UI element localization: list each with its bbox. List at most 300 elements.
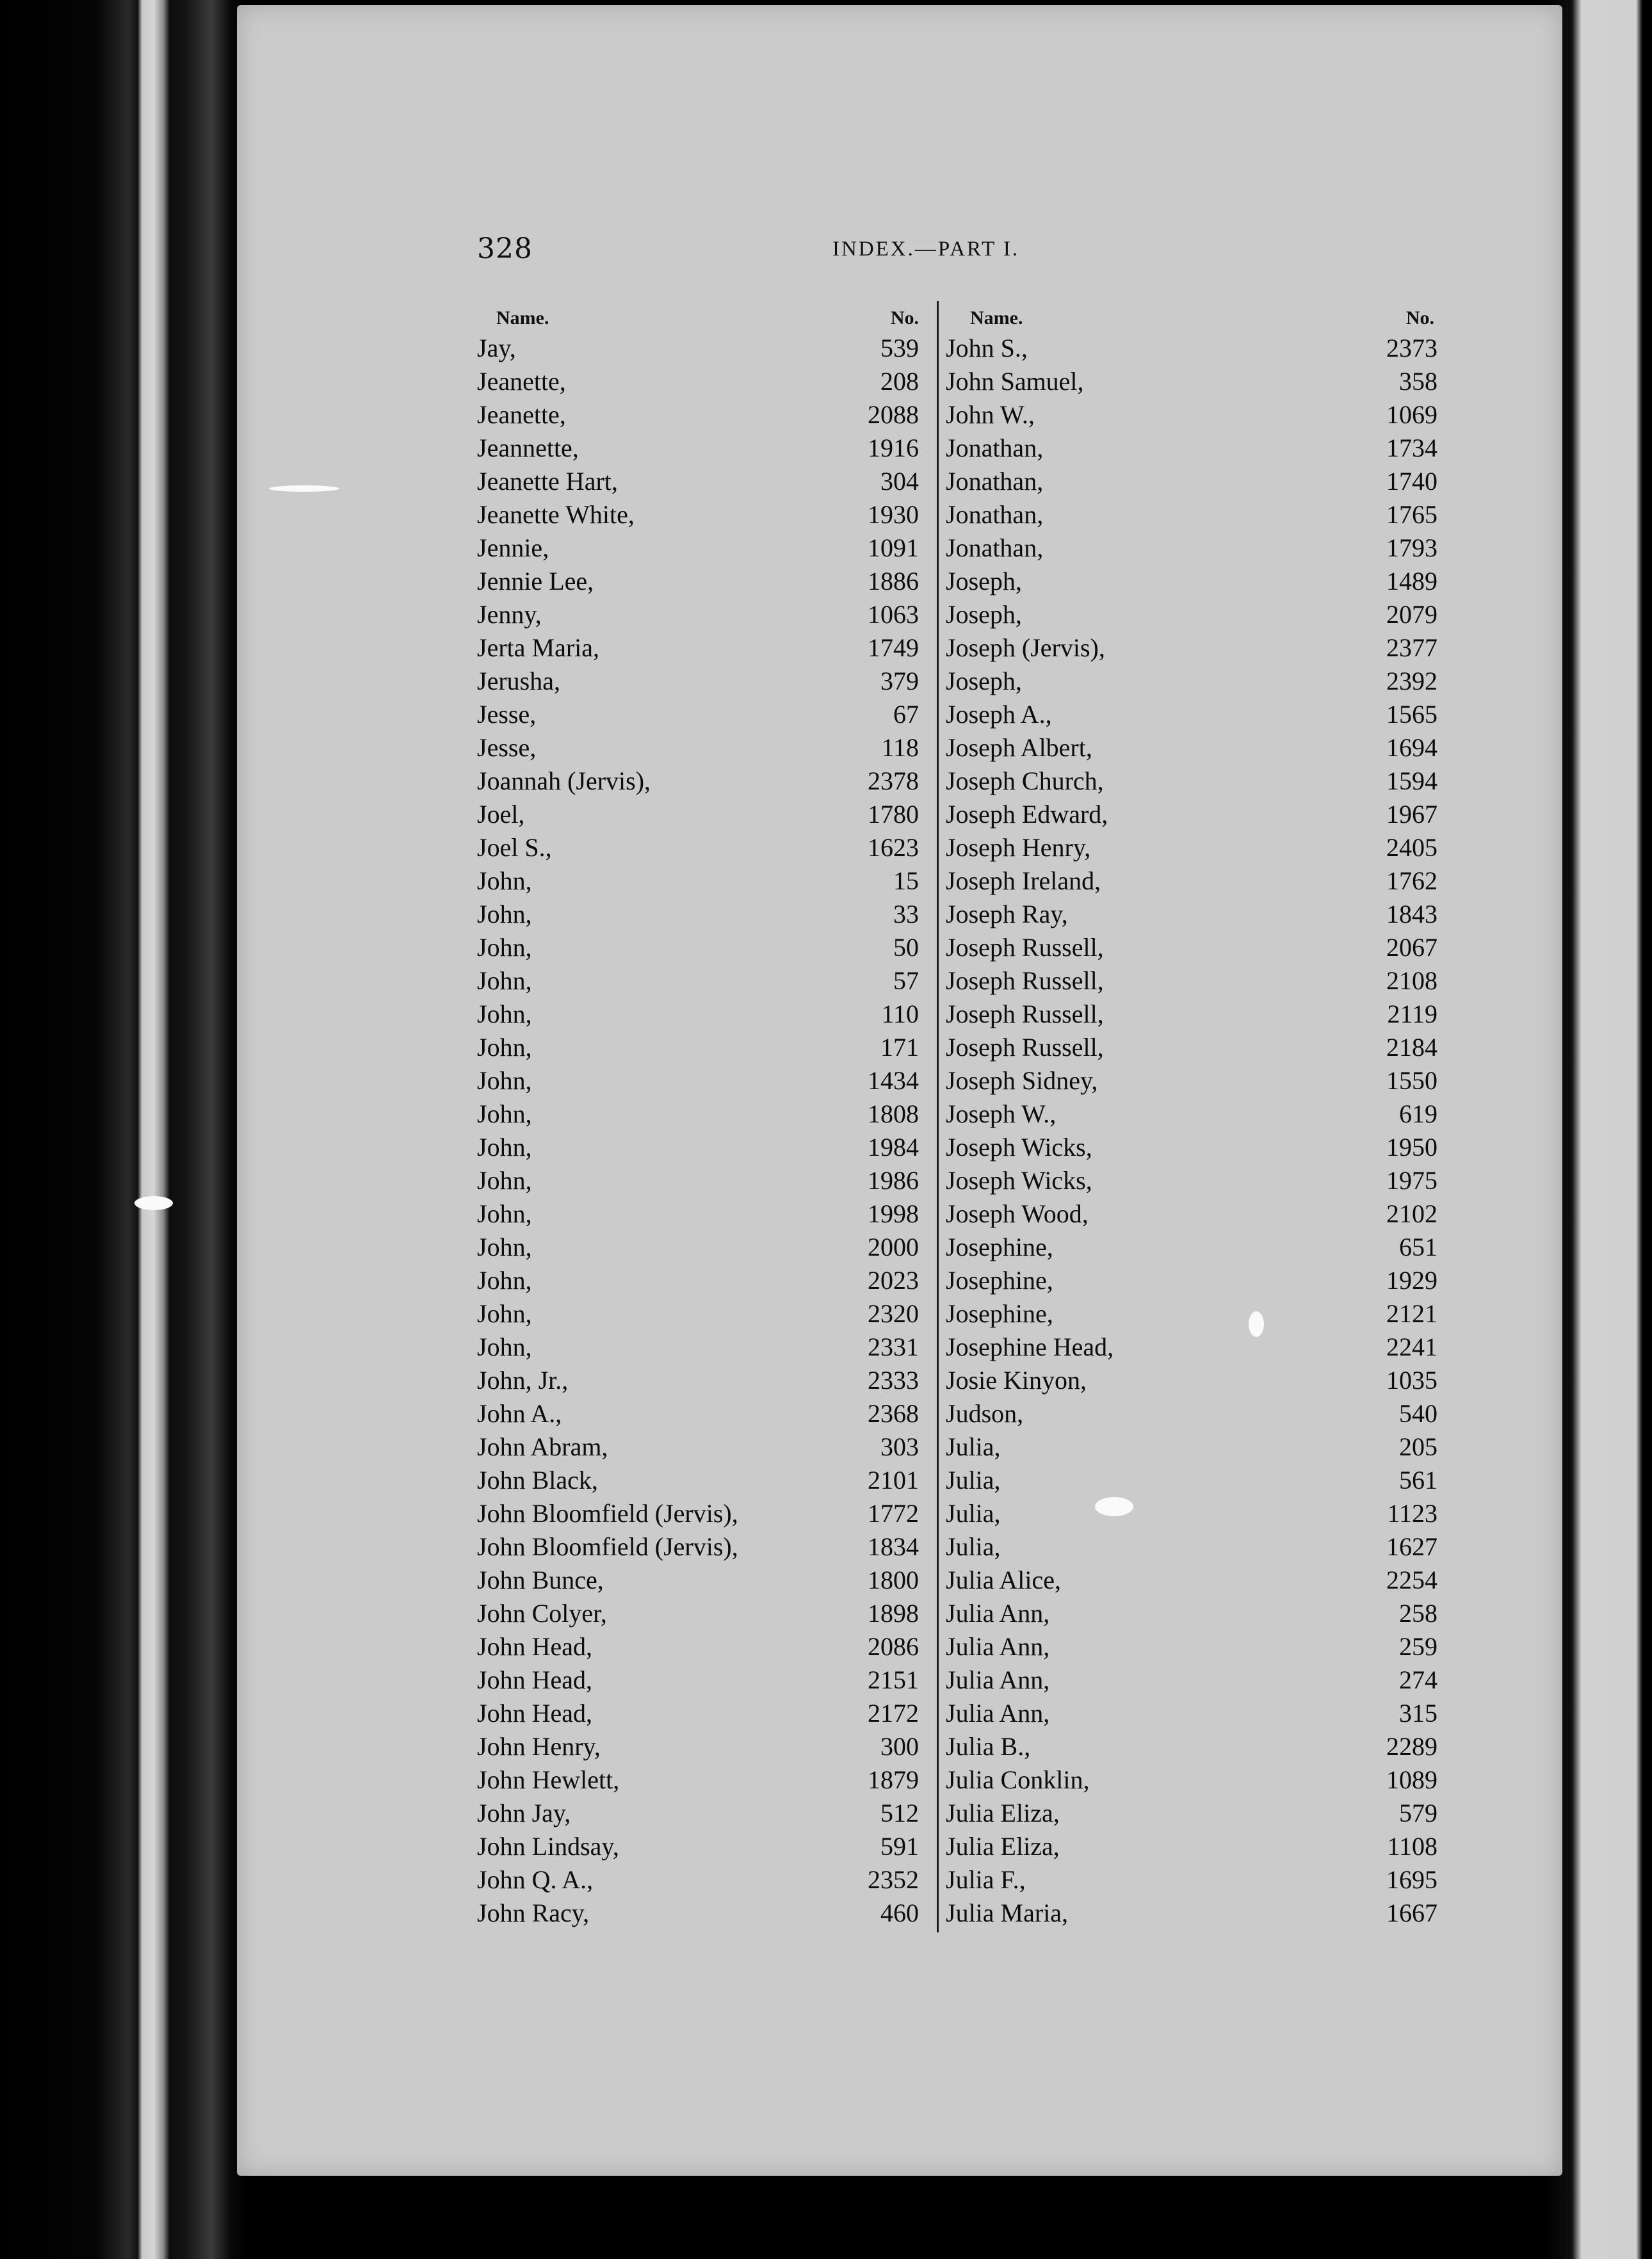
index-entry [944, 1031, 1437, 1064]
entry-number: 1975 [1386, 1166, 1437, 1195]
index-entry [944, 1863, 1437, 1897]
entry-name: Julia, [946, 1432, 1001, 1461]
entry-number: 2333 [868, 1366, 919, 1395]
entry-name: Joseph, [946, 600, 1022, 629]
index-entry [944, 1664, 1437, 1697]
entry-number: 67 [893, 700, 919, 729]
entry-number: 1489 [1386, 567, 1437, 595]
index-entry [944, 665, 1437, 698]
entry-name: Julia Maria, [946, 1899, 1069, 1927]
number-column-label: No. [890, 307, 919, 328]
name-column-label: Name. [970, 307, 1023, 328]
entry-number: 1998 [868, 1199, 919, 1228]
column-header [477, 298, 925, 332]
entry-number: 258 [1399, 1599, 1437, 1628]
index-entry [944, 1231, 1437, 1264]
entry-name: Julia Ann, [946, 1632, 1050, 1661]
index-entry [944, 964, 1437, 998]
entry-name: John Black, [477, 1466, 598, 1494]
page-header [237, 232, 1562, 271]
entry-number: 1695 [1386, 1865, 1437, 1894]
entry-name: John Head, [477, 1699, 592, 1728]
entry-name: Jesse, [477, 733, 537, 762]
entry-name: Julia, [946, 1532, 1001, 1561]
entry-name: Joseph Wicks, [946, 1133, 1092, 1162]
entry-number: 118 [881, 733, 919, 762]
entry-name: Julia Ann, [946, 1599, 1050, 1628]
entry-name: Joseph W., [946, 1099, 1057, 1128]
entry-number: 2254 [1386, 1566, 1437, 1594]
entry-name: Joseph Russell, [946, 1033, 1104, 1062]
entry-number: 2320 [868, 1299, 919, 1328]
index-entry [477, 1564, 925, 1597]
entry-name: Joseph, [946, 567, 1022, 595]
entry-name: Jesse, [477, 700, 537, 729]
index-entry [477, 1197, 925, 1231]
index-entry [477, 864, 925, 898]
index-entry [477, 1097, 925, 1131]
entry-name: John Racy, [477, 1899, 590, 1927]
paper-speck [269, 485, 339, 492]
entry-number: 1035 [1386, 1366, 1437, 1395]
index-entry [477, 365, 925, 398]
entry-number: 259 [1399, 1632, 1437, 1661]
entry-number: 579 [1399, 1799, 1437, 1827]
index-entry [944, 465, 1437, 498]
index-entry [944, 1430, 1437, 1464]
entry-name: Jonathan, [946, 433, 1044, 462]
index-entry [944, 1397, 1437, 1430]
entry-number: 1780 [868, 800, 919, 829]
entry-name: John Lindsay, [477, 1832, 619, 1861]
index-entry [944, 631, 1437, 665]
entry-name: Jonathan, [946, 500, 1044, 529]
index-entry [477, 1797, 925, 1830]
entry-name: John, Jr., [477, 1366, 569, 1395]
entry-name: John, [477, 1099, 532, 1128]
entry-number: 1843 [1386, 900, 1437, 928]
entry-name: Joel S., [477, 833, 552, 862]
index-entry [477, 498, 925, 531]
entry-name: Jay, [477, 334, 516, 362]
entry-number: 1916 [868, 433, 919, 462]
entry-name: John, [477, 966, 532, 995]
entry-number: 1886 [868, 567, 919, 595]
entry-number: 1550 [1386, 1066, 1437, 1095]
entry-name: Jonathan, [946, 467, 1044, 496]
entry-number: 2151 [868, 1665, 919, 1694]
entry-number: 57 [893, 966, 919, 995]
entry-number: 2088 [868, 400, 919, 429]
entry-name: John, [477, 866, 532, 895]
index-entry [944, 898, 1437, 931]
index-entry [944, 432, 1437, 465]
entry-number: 1808 [868, 1099, 919, 1128]
entry-name: Josie Kinyon, [946, 1366, 1087, 1395]
entry-number: 2079 [1386, 600, 1437, 629]
entry-number: 1740 [1386, 467, 1437, 496]
index-entry [944, 1364, 1437, 1397]
index-entry [477, 1664, 925, 1697]
entry-number: 1091 [868, 533, 919, 562]
index-entry [944, 1897, 1437, 1930]
entry-name: John, [477, 1266, 532, 1295]
entry-number: 539 [880, 334, 919, 362]
left-entry-list [477, 332, 925, 1930]
index-entry [944, 498, 1437, 531]
index-entry [477, 1164, 925, 1197]
entry-number: 15 [893, 866, 919, 895]
index-entry [944, 1530, 1437, 1564]
index-entry [944, 1097, 1437, 1131]
number-column-label: No. [1405, 307, 1434, 328]
entry-name: John Abram, [477, 1432, 608, 1461]
entry-name: Jeanette Hart, [477, 467, 618, 496]
entry-name: Joseph Albert, [946, 733, 1092, 762]
entry-name: John, [477, 933, 532, 962]
entry-name: Joseph Ray, [946, 900, 1068, 928]
entry-number: 1930 [868, 500, 919, 529]
entry-number: 1565 [1386, 700, 1437, 729]
index-column-right [944, 298, 1437, 1930]
index-entry [477, 1464, 925, 1497]
index-entry [944, 698, 1437, 731]
entry-name: Jennie Lee, [477, 567, 594, 595]
entry-number: 2108 [1386, 966, 1437, 995]
index-entry [944, 565, 1437, 598]
entry-number: 2086 [868, 1632, 919, 1661]
index-entry [477, 465, 925, 498]
entry-name: John Bloomfield (Jervis), [477, 1499, 738, 1528]
entry-number: 2121 [1386, 1299, 1437, 1328]
entry-number: 1623 [868, 833, 919, 862]
entry-name: Joseph, [946, 667, 1022, 695]
entry-name: Judson, [946, 1399, 1024, 1428]
entry-name: John, [477, 1066, 532, 1095]
entry-number: 304 [880, 467, 919, 496]
index-entry [944, 864, 1437, 898]
index-entry [477, 665, 925, 698]
entry-name: Julia Conklin, [946, 1765, 1090, 1794]
index-entry [944, 765, 1437, 798]
entry-name: Julia Eliza, [946, 1832, 1060, 1861]
index-entry [477, 765, 925, 798]
entry-number: 315 [1399, 1699, 1437, 1728]
index-entry [477, 1031, 925, 1064]
entry-number: 1898 [868, 1599, 919, 1628]
entry-name: Joseph (Jervis), [946, 633, 1105, 662]
index-entry [944, 1597, 1437, 1630]
index-entry [477, 1897, 925, 1930]
entry-number: 1793 [1386, 533, 1437, 562]
entry-number: 1950 [1386, 1133, 1437, 1162]
index-entry [477, 1697, 925, 1730]
index-entry [477, 432, 925, 465]
entry-number: 1967 [1386, 800, 1437, 829]
right-entry-list [944, 332, 1437, 1930]
index-entry [477, 998, 925, 1031]
entry-number: 1929 [1386, 1266, 1437, 1295]
entry-number: 2331 [868, 1332, 919, 1361]
entry-number: 1834 [868, 1532, 919, 1561]
index-entry [477, 1497, 925, 1530]
index-entry [477, 1430, 925, 1464]
entry-name: Julia Ann, [946, 1699, 1050, 1728]
entry-number: 1089 [1386, 1765, 1437, 1794]
running-head: INDEX.—PART I. [832, 238, 1020, 261]
entry-name: John Samuel, [946, 367, 1084, 396]
entry-name: John Bunce, [477, 1566, 604, 1594]
entry-number: 1772 [868, 1499, 919, 1528]
index-entry [477, 1597, 925, 1630]
entry-number: 1434 [868, 1066, 919, 1095]
index-entry [477, 1131, 925, 1164]
entry-name: Jeannette, [477, 433, 579, 462]
paper-speck [1095, 1497, 1133, 1516]
entry-name: Joseph Wood, [946, 1199, 1089, 1228]
entry-name: Jennie, [477, 533, 549, 562]
page-number: 328 [477, 232, 533, 265]
entry-number: 591 [880, 1832, 919, 1861]
entry-name: Jerta Maria, [477, 633, 600, 662]
index-entry [944, 531, 1437, 565]
entry-name: John W., [946, 400, 1035, 429]
entry-number: 379 [880, 667, 919, 695]
entry-number: 1694 [1386, 733, 1437, 762]
index-entry [944, 731, 1437, 765]
column-header [944, 298, 1434, 332]
entry-name: John, [477, 1133, 532, 1162]
entry-name: Joel, [477, 800, 525, 829]
entry-number: 2405 [1386, 833, 1437, 862]
entry-number: 1734 [1386, 433, 1437, 462]
index-entry [477, 598, 925, 631]
entry-name: John Henry, [477, 1732, 601, 1761]
entry-name: John, [477, 900, 532, 928]
entry-name: John Q. A., [477, 1865, 594, 1894]
index-entry [944, 1763, 1437, 1797]
entry-name: Joseph Edward, [946, 800, 1108, 829]
entry-name: John Bloomfield (Jervis), [477, 1532, 738, 1561]
entry-number: 619 [1399, 1099, 1437, 1128]
entry-name: Julia, [946, 1499, 1001, 1528]
index-entry [477, 1297, 925, 1331]
index-entry [944, 931, 1437, 964]
entry-number: 2101 [868, 1466, 919, 1494]
index-entry [477, 898, 925, 931]
entry-name: John A., [477, 1399, 562, 1428]
entry-number: 651 [1399, 1233, 1437, 1261]
entry-number: 2102 [1386, 1199, 1437, 1228]
entry-number: 2023 [868, 1266, 919, 1295]
entry-name: Jeanette, [477, 367, 566, 396]
entry-number: 1879 [868, 1765, 919, 1794]
column-divider [937, 301, 939, 1932]
entry-number: 2377 [1386, 633, 1437, 662]
entry-name: Joseph Sidney, [946, 1066, 1098, 1095]
index-entry [944, 598, 1437, 631]
index-entry [477, 798, 925, 831]
entry-name: Jeanette, [477, 400, 566, 429]
index-entry [944, 1697, 1437, 1730]
entry-name: Jeanette White, [477, 500, 635, 529]
index-page [237, 5, 1562, 2176]
paper-speck [1249, 1311, 1264, 1337]
entry-number: 1108 [1387, 1832, 1437, 1861]
entry-name: Julia B., [946, 1732, 1031, 1761]
index-entry [944, 1830, 1437, 1863]
entry-number: 2119 [1387, 1000, 1437, 1028]
entry-name: John, [477, 1000, 532, 1028]
book-spine-edge [0, 0, 243, 2259]
entry-name: Joseph Henry, [946, 833, 1091, 862]
entry-name: Josephine, [946, 1299, 1053, 1328]
entry-number: 303 [880, 1432, 919, 1461]
entry-name: Jenny, [477, 600, 542, 629]
index-entry [944, 1331, 1437, 1364]
entry-number: 2392 [1386, 667, 1437, 695]
entry-name: Joseph A., [946, 700, 1052, 729]
entry-number: 2241 [1386, 1332, 1437, 1361]
entry-number: 274 [1399, 1665, 1437, 1694]
index-entry [477, 1763, 925, 1797]
entry-name: John, [477, 1199, 532, 1228]
index-entry [944, 1730, 1437, 1763]
index-entry [944, 1297, 1437, 1331]
index-entry [944, 1564, 1437, 1597]
entry-number: 1063 [868, 600, 919, 629]
entry-name: John Jay, [477, 1799, 571, 1827]
entry-name: Julia Alice, [946, 1566, 1061, 1594]
entry-name: Joseph Church, [946, 766, 1104, 795]
entry-name: John Hewlett, [477, 1765, 620, 1794]
index-entry [477, 931, 925, 964]
entry-number: 358 [1399, 367, 1437, 396]
entry-number: 1749 [868, 633, 919, 662]
index-entry [477, 565, 925, 598]
entry-name: John, [477, 1233, 532, 1261]
entry-number: 561 [1399, 1466, 1437, 1494]
entry-number: 2184 [1386, 1033, 1437, 1062]
index-column-left [477, 298, 925, 1930]
entry-name: John, [477, 1332, 532, 1361]
index-entry [477, 631, 925, 665]
index-entry [477, 831, 925, 864]
entry-name: John Head, [477, 1665, 592, 1694]
entry-number: 300 [880, 1732, 919, 1761]
index-entry [944, 998, 1437, 1031]
index-entry [944, 1797, 1437, 1830]
entry-name: Julia Eliza, [946, 1799, 1060, 1827]
entry-number: 2373 [1386, 334, 1437, 362]
entry-name: John Colyer, [477, 1599, 607, 1628]
index-entry [477, 1064, 925, 1097]
entry-name: Joannah (Jervis), [477, 766, 651, 795]
entry-number: 1984 [868, 1133, 919, 1162]
entry-number: 1986 [868, 1166, 919, 1195]
entry-number: 2368 [868, 1399, 919, 1428]
entry-number: 1069 [1386, 400, 1437, 429]
index-entry [477, 1863, 925, 1897]
entry-number: 1762 [1386, 866, 1437, 895]
entry-number: 50 [893, 933, 919, 962]
index-entry [944, 798, 1437, 831]
entry-name: Joseph Russell, [946, 933, 1104, 962]
entry-name: Josephine, [946, 1233, 1053, 1261]
entry-number: 460 [880, 1899, 919, 1927]
entry-number: 110 [881, 1000, 919, 1028]
entry-name: Josephine, [946, 1266, 1053, 1295]
index-entry [944, 365, 1437, 398]
index-entry [944, 398, 1437, 432]
index-entry [944, 1464, 1437, 1497]
entry-number: 2378 [868, 766, 919, 795]
index-entry [944, 1164, 1437, 1197]
index-entry [477, 1364, 925, 1397]
index-entry [477, 1397, 925, 1430]
index-entry [944, 1630, 1437, 1664]
entry-number: 33 [893, 900, 919, 928]
entry-number: 1627 [1386, 1532, 1437, 1561]
index-entry [477, 1730, 925, 1763]
index-entry [477, 731, 925, 765]
entry-number: 512 [880, 1799, 919, 1827]
index-entry [477, 964, 925, 998]
index-entry [477, 332, 925, 365]
index-entry [477, 1530, 925, 1564]
paper-speck [134, 1196, 173, 1210]
entry-name: Julia Ann, [946, 1665, 1050, 1694]
index-entry [477, 398, 925, 432]
entry-number: 2289 [1386, 1732, 1437, 1761]
entry-number: 2352 [868, 1865, 919, 1894]
entry-number: 1800 [868, 1566, 919, 1594]
entry-number: 1765 [1386, 500, 1437, 529]
entry-number: 2067 [1386, 933, 1437, 962]
entry-number: 2000 [868, 1233, 919, 1261]
index-entry [477, 1264, 925, 1297]
entry-name: Joseph Russell, [946, 1000, 1104, 1028]
entry-number: 1667 [1386, 1899, 1437, 1927]
entry-name: Jonathan, [946, 533, 1044, 562]
index-entry [477, 1231, 925, 1264]
entry-number: 1594 [1386, 766, 1437, 795]
index-entry [944, 332, 1437, 365]
entry-name: John, [477, 1299, 532, 1328]
entry-name: John S., [946, 334, 1028, 362]
entry-number: 171 [880, 1033, 919, 1062]
entry-name: Joseph Russell, [946, 966, 1104, 995]
index-entry [944, 1264, 1437, 1297]
index-entry [477, 531, 925, 565]
entry-name: Joseph Ireland, [946, 866, 1101, 895]
index-entry [944, 1064, 1437, 1097]
entry-number: 1123 [1387, 1499, 1437, 1528]
entry-number: 540 [1399, 1399, 1437, 1428]
index-entry [477, 1830, 925, 1863]
index-entry [477, 698, 925, 731]
index-entry [944, 1131, 1437, 1164]
entry-name: Josephine Head, [946, 1332, 1114, 1361]
entry-number: 2172 [868, 1699, 919, 1728]
index-entry [944, 831, 1437, 864]
index-entry [477, 1630, 925, 1664]
entry-name: Joseph Wicks, [946, 1166, 1092, 1195]
entry-name: Julia F., [946, 1865, 1026, 1894]
entry-number: 208 [880, 367, 919, 396]
entry-name: John Head, [477, 1632, 592, 1661]
entry-name: John, [477, 1166, 532, 1195]
